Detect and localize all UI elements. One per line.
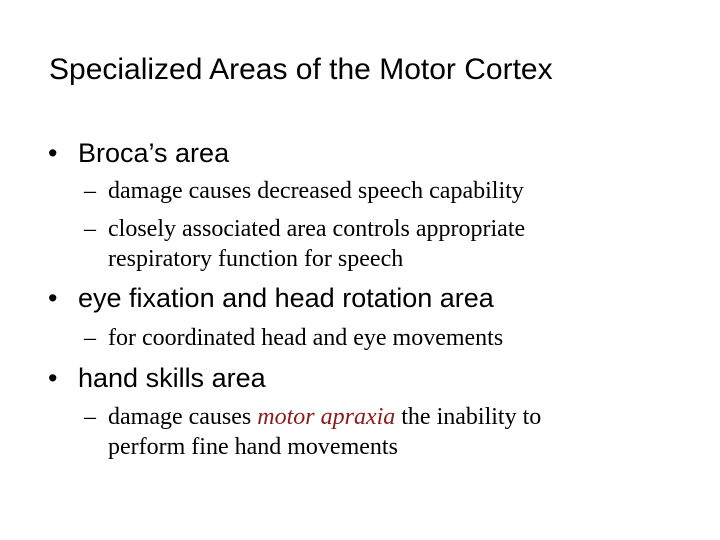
sub-bullet-head-eye-movements bbox=[84, 323, 684, 353]
sub-bullet-text-before: damage causes bbox=[108, 404, 258, 430]
bullet-marker: • bbox=[48, 283, 58, 313]
dash-marker: – bbox=[84, 178, 96, 204]
dash-marker: – bbox=[84, 404, 96, 430]
sub-bullet-text: for coordinated head and eye movements bbox=[108, 325, 504, 351]
bullet-marker: • bbox=[48, 138, 58, 168]
bullet-marker: • bbox=[48, 363, 58, 393]
sub-bullet-speech-capability bbox=[84, 176, 684, 206]
bullet-eye-fixation bbox=[48, 282, 494, 314]
bullet-hand-skills bbox=[48, 362, 266, 394]
bullet-brocas-area bbox=[48, 137, 229, 169]
term-motor-apraxia: motor apraxia bbox=[257, 404, 396, 430]
sub-bullet-text: damage causes decreased speech capability bbox=[108, 178, 524, 204]
sub-bullet-text: closely associated area controls appropriate bbox=[108, 216, 526, 242]
sub-bullet-respiratory-function bbox=[84, 214, 684, 274]
bullet-label: Broca’s area bbox=[78, 138, 230, 168]
sub-bullet-motor-apraxia bbox=[84, 402, 684, 462]
bullet-label: eye fixation and head rotation area bbox=[78, 283, 494, 313]
dash-marker: – bbox=[84, 216, 96, 242]
sub-bullet-text-continued: respiratory function for speech bbox=[108, 246, 404, 272]
slide-title: Specialized Areas of the Motor Cortex bbox=[49, 53, 553, 86]
sub-bullet-text-after: the inability to bbox=[395, 404, 542, 430]
sub-bullet-text-continued: perform fine hand movements bbox=[108, 434, 398, 460]
dash-marker: – bbox=[84, 325, 96, 351]
bullet-label: hand skills area bbox=[78, 363, 266, 393]
